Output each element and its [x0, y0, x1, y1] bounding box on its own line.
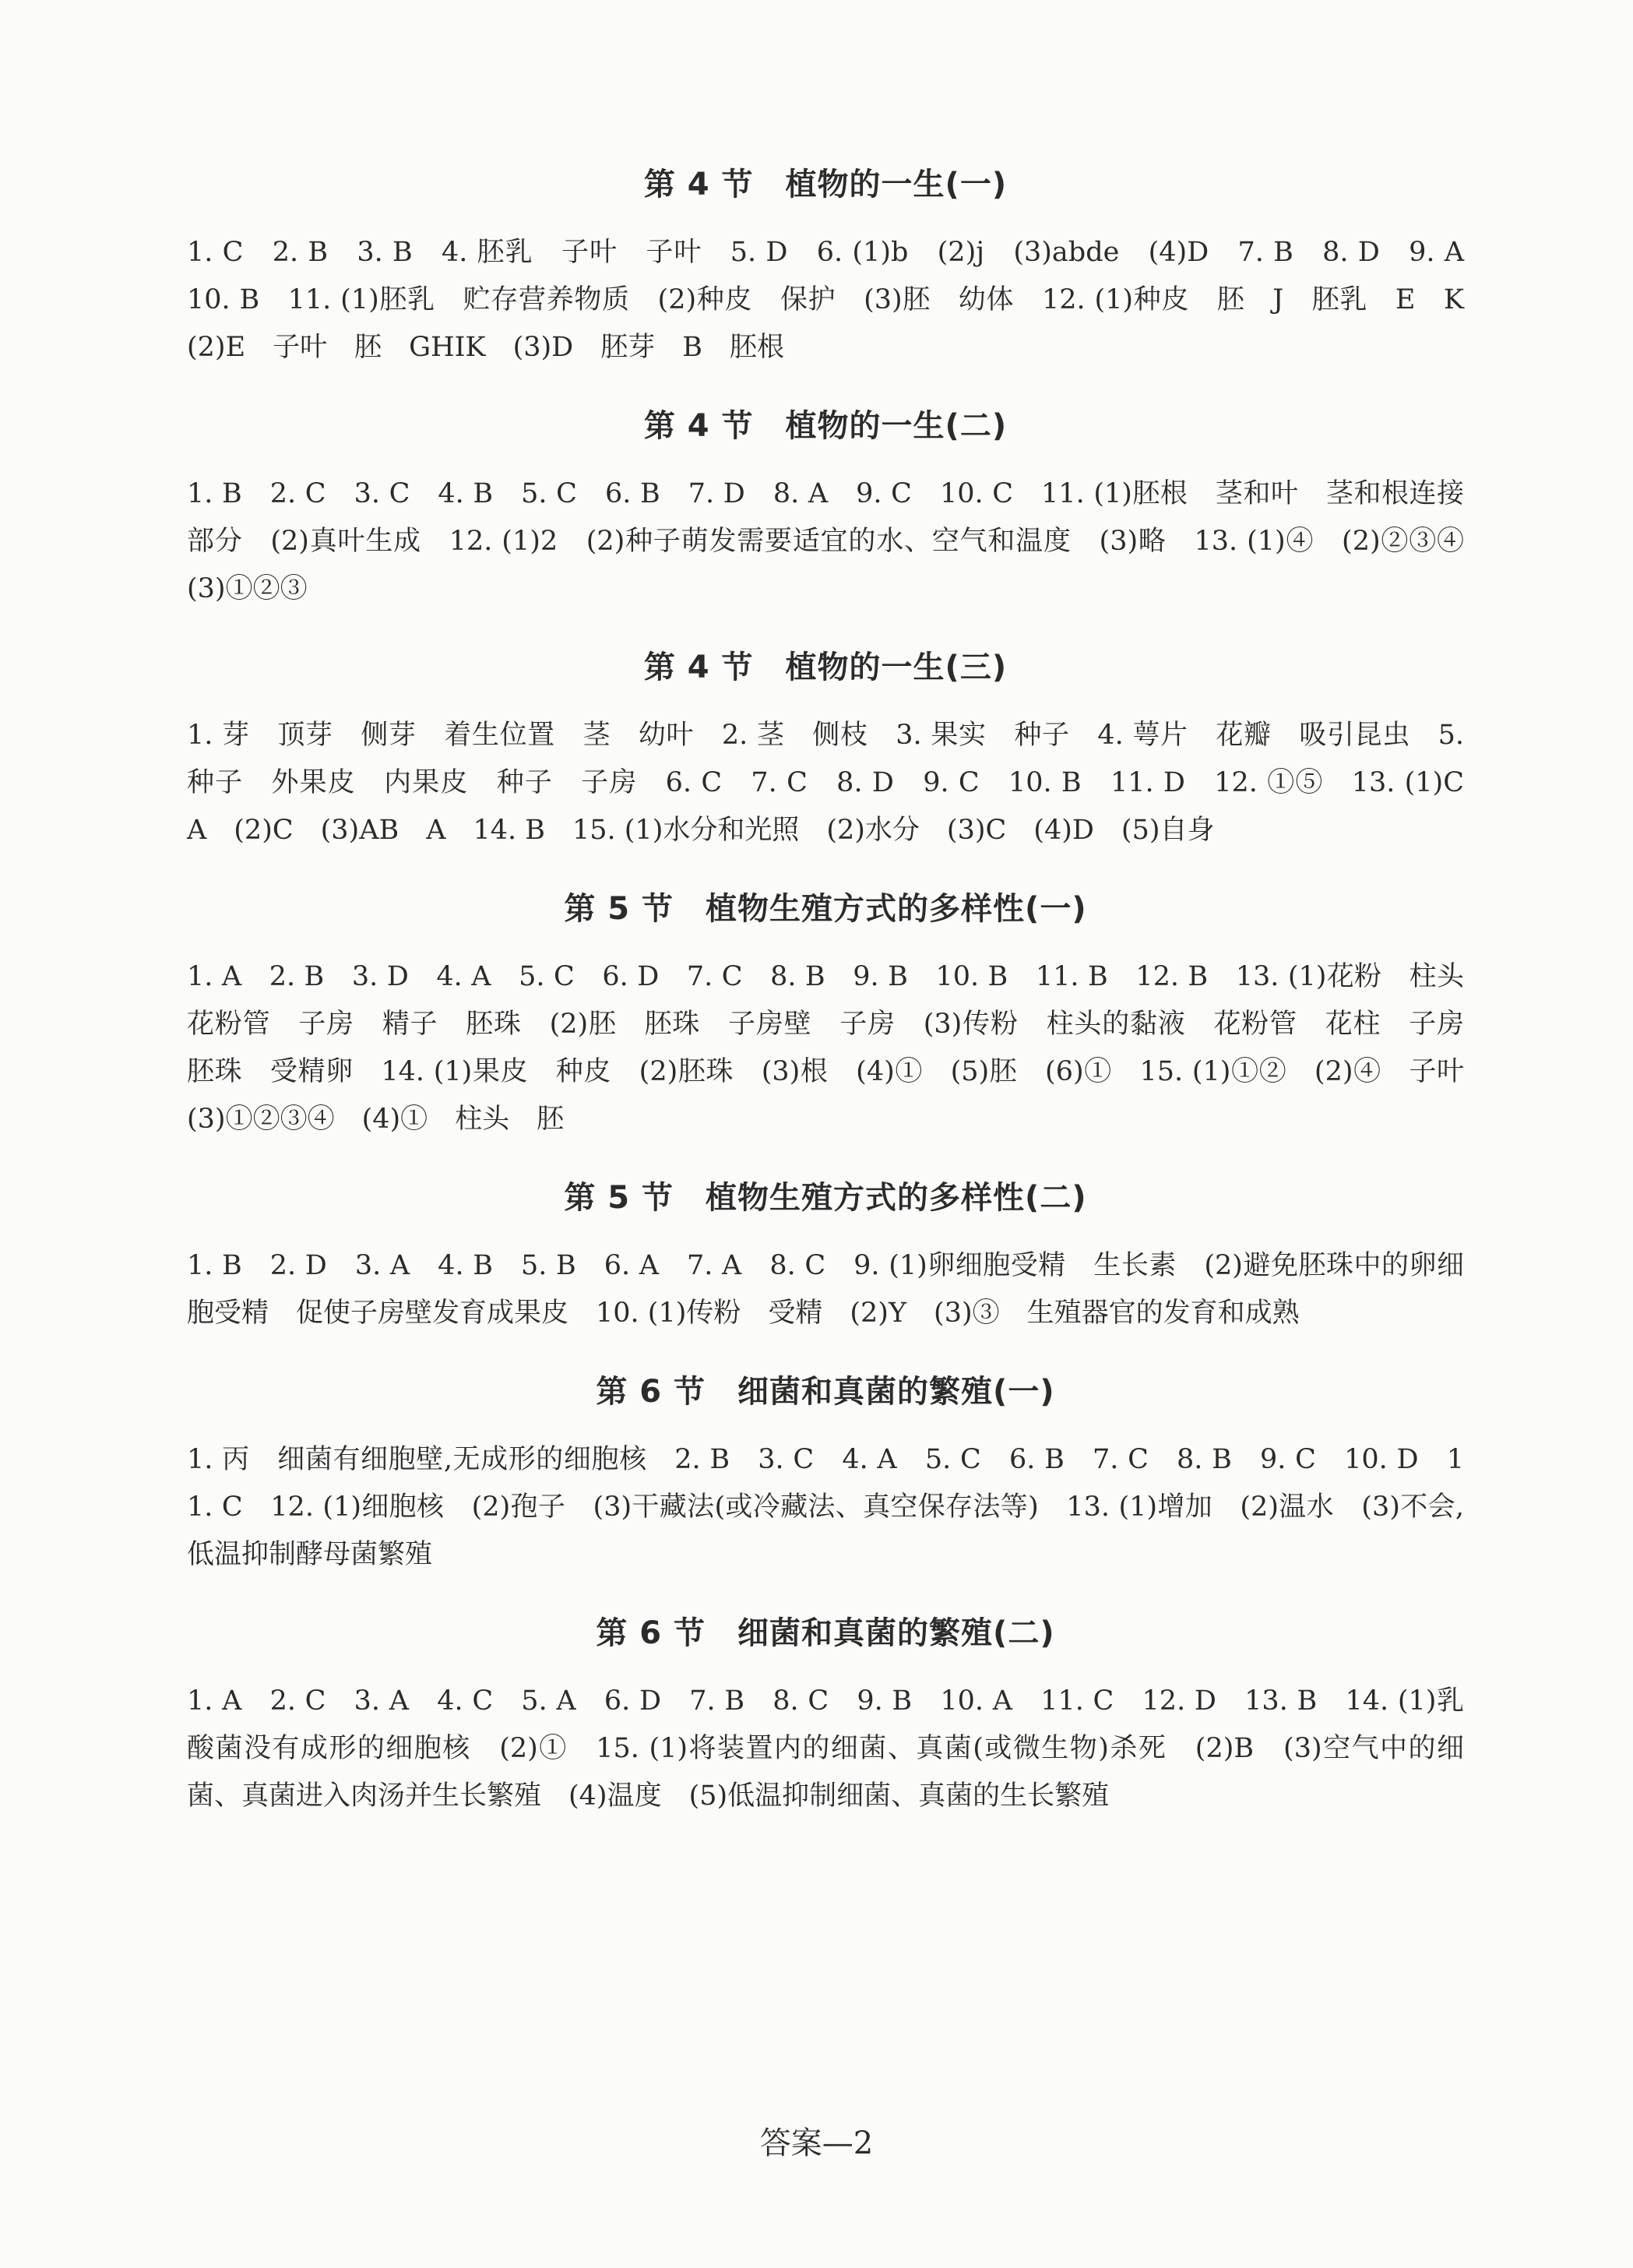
- section-answers: 1. 芽 顶芽 侧芽 着生位置 茎 幼叶 2. 茎 侧枝 3. 果实 种子 4. 萼片 花瓣 吸引昆虫 5. 种子 外果皮 内果皮 种子 子房 6. C 7. C 8. D 9. C 10. B 11. D 12. ①⑤ 13. (1)C A (2)C (3)AB A 14. B 15. (1)水分和光照 (2)水分 (3)C (4)D (5)自身: [187, 720, 1492, 846]
- section-title: 第 4 节 植物的一生(一): [643, 167, 1008, 202]
- page-footer: 答案—2: [759, 2125, 874, 2161]
- section-title: 第 4 节 植物的一生(三): [643, 650, 1008, 685]
- section-title: 第 5 节 植物生殖方式的多样性(一): [564, 891, 1087, 927]
- section-answers: 1. C 2. B 3. B 4. 胚乳 子叶 子叶 5. D 6. (1)b (2)j (3)abde (4)D 7. B 8. D 9. A 10. B 11. (1)胚乳 贮存营养物质 (2)种皮 保护 (3)胚 幼体 12. (1)种皮 胚 J 胚乳 E K (2)E 子叶 胚 GHIK (3)D 胚芽 B 胚根: [187, 237, 1492, 363]
- answer-content: [187, 160, 1492, 1850]
- section-title: 第 6 节 细菌和真菌的繁殖(二): [596, 1615, 1055, 1651]
- section-answers: 1. A 2. C 3. A 4. C 5. A 6. D 7. B 8. C 9. B 10. A 11. C 12. D 13. B 14. (1)乳酸菌没有成形的细胞核 (2)① 15. (1)将装置内的细菌、真菌(或微生物)杀死 (2)B (3)空气中的细菌、真菌进入肉汤并生长繁殖 (4)温度 (5)低温抑制细菌、真菌的生长繁殖: [187, 1685, 1464, 1812]
- section-answers: 1. B 2. D 3. A 4. B 5. B 6. A 7. A 8. C 9. (1)卵细胞受精 生长素 (2)避免胚珠中的卵细胞受精 促使子房壁发育成果皮 10. (1)传粉 受精 (2)Y (3)③ 生殖器官的发育和成熟: [187, 1250, 1464, 1329]
- section-answers: 1. A 2. B 3. D 4. A 5. C 6. D 7. C 8. B 9. B 10. B 11. B 12. B 13. (1)花粉 柱头 花粉管 子房 精子 胚珠 (2)胚 胚珠 子房壁 子房 (3)传粉 柱头的黏液 花粉管 花柱 子房 胚珠 受精卵 14. (1)果皮 种皮 (2)胚珠 (3)根 (4)① (5)胚 (6)① 15. (1)①② (2)④ 子叶 (3)①②③④ (4)① 柱头 胚: [187, 961, 1492, 1135]
- section-title: 第 6 节 细菌和真菌的繁殖(一): [596, 1374, 1055, 1410]
- section-title: 第 4 节 植物的一生(二): [643, 408, 1008, 444]
- section-answers: 1. B 2. C 3. C 4. B 5. C 6. B 7. D 8. A 9. C 10. C 11. (1)胚根 茎和叶 茎和根连接部分 (2)真叶生成 12. (1)2 (2)种子萌发需要适宜的水、空气和温度 (3)略 13. (1)④ (2)②③④ (3)①②③: [187, 478, 1492, 604]
- section-title: 第 5 节 植物生殖方式的多样性(二): [564, 1180, 1087, 1216]
- section-answers: 1. 丙 细菌有细胞壁,无成形的细胞核 2. B 3. C 4. A 5. C 6. B 7. C 8. B 9. C 10. D 11. C 12. (1)细胞核 (2)孢子 (3)干藏法(或冷藏法、真空保存法等) 13. (1)增加 (2)温水 (3)不会,低温抑制酵母菌繁殖: [187, 1444, 1464, 1570]
